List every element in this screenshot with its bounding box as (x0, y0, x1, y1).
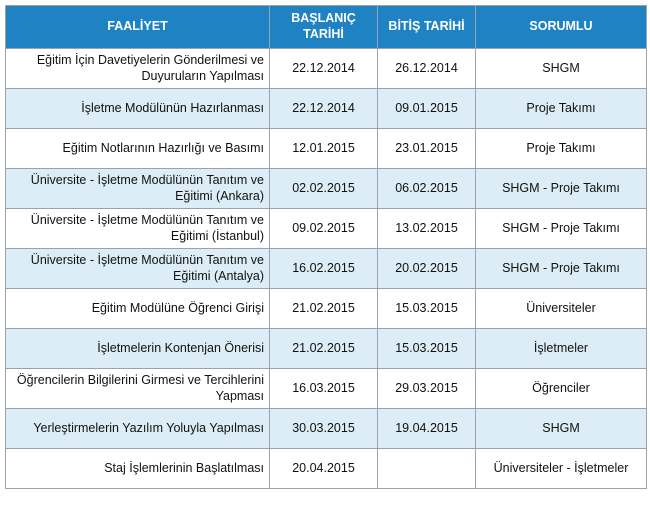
table-row (6, 89, 647, 129)
table-row (6, 289, 647, 329)
owner-cell: SHGM (476, 409, 647, 449)
start-date-cell: 22.12.2014 (270, 49, 378, 89)
owner-cell: SHGM - Proje Takımı (476, 169, 647, 209)
table-row (6, 449, 647, 489)
end-date-cell: 20.02.2015 (378, 249, 476, 289)
table-row (6, 129, 647, 169)
owner-cell: Öğrenciler (476, 369, 647, 409)
start-date-cell: 21.02.2015 (270, 289, 378, 329)
header-start-date: BAŞLANIÇ TARİHİ (270, 6, 378, 49)
end-date-cell: 06.02.2015 (378, 169, 476, 209)
start-date-cell: 16.02.2015 (270, 249, 378, 289)
end-date-cell: 26.12.2014 (378, 49, 476, 89)
activity-cell: Eğitim İçin Davetiyelerin Gönderilmesi ve Duyuruların Yapılması (6, 49, 270, 89)
start-date-cell: 22.12.2014 (270, 89, 378, 129)
table-row (6, 249, 647, 289)
end-date-cell: 09.01.2015 (378, 89, 476, 129)
table-row (6, 49, 647, 89)
activity-cell: İşletmelerin Kontenjan Önerisi (6, 329, 270, 369)
owner-cell: Proje Takımı (476, 129, 647, 169)
start-date-cell: 02.02.2015 (270, 169, 378, 209)
header-activity: FAALİYET (6, 6, 270, 49)
activity-cell: Üniversite - İşletme Modülünün Tanıtım ve Eğitimi (Antalya) (6, 249, 270, 289)
activity-cell: Üniversite - İşletme Modülünün Tanıtım ve Eğitimi (Ankara) (6, 169, 270, 209)
owner-cell: Proje Takımı (476, 89, 647, 129)
start-date-cell: 30.03.2015 (270, 409, 378, 449)
activity-cell: İşletme Modülünün Hazırlanması (6, 89, 270, 129)
start-date-cell: 16.03.2015 (270, 369, 378, 409)
owner-cell: SHGM (476, 49, 647, 89)
end-date-cell: 15.03.2015 (378, 289, 476, 329)
schedule-table (5, 5, 647, 489)
table-body (6, 49, 647, 489)
start-date-cell: 21.02.2015 (270, 329, 378, 369)
table-row (6, 329, 647, 369)
end-date-cell: 15.03.2015 (378, 329, 476, 369)
activity-cell: Staj İşlemlerinin Başlatılması (6, 449, 270, 489)
owner-cell: Üniversiteler (476, 289, 647, 329)
table-row (6, 369, 647, 409)
activity-cell: Yerleştirmelerin Yazılım Yoluyla Yapılması (6, 409, 270, 449)
owner-cell: İşletmeler (476, 329, 647, 369)
owner-cell: SHGM - Proje Takımı (476, 249, 647, 289)
table-header (6, 6, 647, 49)
owner-cell: SHGM - Proje Takımı (476, 209, 647, 249)
start-date-cell: 12.01.2015 (270, 129, 378, 169)
end-date-cell: 29.03.2015 (378, 369, 476, 409)
owner-cell: Üniversiteler - İşletmeler (476, 449, 647, 489)
end-date-cell: 13.02.2015 (378, 209, 476, 249)
start-date-cell: 09.02.2015 (270, 209, 378, 249)
table-row (6, 409, 647, 449)
activity-cell: Eğitim Notlarının Hazırlığı ve Basımı (6, 129, 270, 169)
table-row (6, 169, 647, 209)
activity-cell: Eğitim Modülüne Öğrenci Girişi (6, 289, 270, 329)
start-date-cell: 20.04.2015 (270, 449, 378, 489)
header-row (6, 6, 647, 49)
table-row (6, 209, 647, 249)
activity-cell: Üniversite - İşletme Modülünün Tanıtım ve Eğitimi (İstanbul) (6, 209, 270, 249)
activity-cell: Öğrencilerin Bilgilerini Girmesi ve Tercihlerini Yapması (6, 369, 270, 409)
end-date-cell: 23.01.2015 (378, 129, 476, 169)
header-owner: SORUMLU (476, 6, 647, 49)
end-date-cell: 19.04.2015 (378, 409, 476, 449)
end-date-cell (378, 449, 476, 489)
header-end-date: BİTİŞ TARİHİ (378, 6, 476, 49)
